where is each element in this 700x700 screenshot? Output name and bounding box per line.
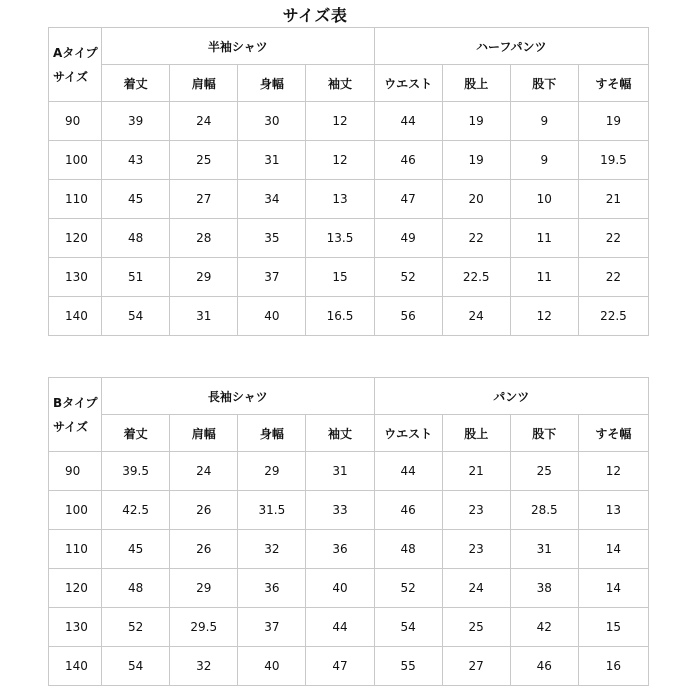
measurement-cell: 51 — [102, 258, 170, 297]
measurement-cell: 29.5 — [170, 608, 238, 647]
table-row — [49, 258, 649, 297]
measurement-cell: 27 — [442, 647, 510, 686]
column-header-row — [49, 65, 649, 102]
column-header: 股下 — [510, 415, 578, 452]
measurement-cell: 24 — [170, 102, 238, 141]
pants-group-header: パンツ — [374, 378, 648, 415]
size-cell: 100 — [49, 491, 102, 530]
measurement-cell: 11 — [510, 219, 578, 258]
size-cell: 90 — [49, 452, 102, 491]
measurement-cell: 22.5 — [578, 297, 648, 336]
measurement-cell: 21 — [578, 180, 648, 219]
measurement-cell: 43 — [102, 141, 170, 180]
measurement-cell: 52 — [374, 569, 442, 608]
measurement-cell: 54 — [102, 297, 170, 336]
measurement-cell: 42.5 — [102, 491, 170, 530]
measurement-cell: 19.5 — [578, 141, 648, 180]
measurement-cell: 16 — [578, 647, 648, 686]
measurement-cell: 32 — [170, 647, 238, 686]
table-row — [49, 530, 649, 569]
pants-group-header: ハーフパンツ — [374, 28, 648, 65]
measurement-cell: 48 — [102, 219, 170, 258]
table-row — [49, 647, 649, 686]
size-cell: 140 — [49, 647, 102, 686]
measurement-cell: 19 — [442, 141, 510, 180]
measurement-cell: 13 — [306, 180, 374, 219]
measurement-cell: 25 — [170, 141, 238, 180]
measurement-cell: 31.5 — [238, 491, 306, 530]
measurement-cell: 42 — [510, 608, 578, 647]
column-header: すそ幅 — [578, 415, 648, 452]
size-cell: 110 — [49, 180, 102, 219]
measurement-cell: 47 — [374, 180, 442, 219]
measurement-cell: 13 — [578, 491, 648, 530]
measurement-cell: 9 — [510, 141, 578, 180]
measurement-cell: 11 — [510, 258, 578, 297]
measurement-cell: 25 — [510, 452, 578, 491]
table-row — [49, 569, 649, 608]
table-row — [49, 452, 649, 491]
measurement-cell: 31 — [170, 297, 238, 336]
measurement-cell: 46 — [510, 647, 578, 686]
measurement-cell: 19 — [578, 102, 648, 141]
measurement-cell: 49 — [374, 219, 442, 258]
size-cell: 90 — [49, 102, 102, 141]
measurement-cell: 19 — [442, 102, 510, 141]
measurement-cell: 9 — [510, 102, 578, 141]
size-label: サイズ — [53, 69, 89, 84]
measurement-cell: 28.5 — [510, 491, 578, 530]
measurement-cell: 12 — [510, 297, 578, 336]
table-row — [49, 297, 649, 336]
column-header: 身幅 — [238, 415, 306, 452]
measurement-cell: 32 — [238, 530, 306, 569]
measurement-cell: 40 — [238, 297, 306, 336]
measurement-cell: 26 — [170, 530, 238, 569]
size-cell: 140 — [49, 297, 102, 336]
measurement-cell: 22 — [578, 219, 648, 258]
table-row — [49, 491, 649, 530]
measurement-cell: 39 — [102, 102, 170, 141]
measurement-cell: 35 — [238, 219, 306, 258]
measurement-cell: 31 — [510, 530, 578, 569]
size-cell: 110 — [49, 530, 102, 569]
measurement-cell: 10 — [510, 180, 578, 219]
measurement-cell: 12 — [578, 452, 648, 491]
column-header: 袖丈 — [306, 65, 374, 102]
shirt-group-header: 長袖シャツ — [102, 378, 374, 415]
column-header: すそ幅 — [578, 65, 648, 102]
measurement-cell: 22.5 — [442, 258, 510, 297]
measurement-cell: 36 — [238, 569, 306, 608]
measurement-cell: 52 — [102, 608, 170, 647]
measurement-cell: 23 — [442, 491, 510, 530]
column-header: 股上 — [442, 415, 510, 452]
measurement-cell: 15 — [578, 608, 648, 647]
measurement-cell: 15 — [306, 258, 374, 297]
column-header: 肩幅 — [170, 65, 238, 102]
measurement-cell: 24 — [170, 452, 238, 491]
measurement-cell: 25 — [442, 608, 510, 647]
column-header: 袖丈 — [306, 415, 374, 452]
column-header: 股上 — [442, 65, 510, 102]
measurement-cell: 40 — [306, 569, 374, 608]
measurement-cell: 45 — [102, 530, 170, 569]
type-label: Aタイプ — [53, 45, 98, 60]
size-cell: 120 — [49, 569, 102, 608]
measurement-cell: 37 — [238, 258, 306, 297]
measurement-cell: 48 — [374, 530, 442, 569]
measurement-cell: 38 — [510, 569, 578, 608]
measurement-cell: 13.5 — [306, 219, 374, 258]
measurement-cell: 46 — [374, 491, 442, 530]
measurement-cell: 29 — [170, 569, 238, 608]
shirt-group-header: 半袖シャツ — [102, 28, 374, 65]
measurement-cell: 34 — [238, 180, 306, 219]
page-title: サイズ表 — [282, 6, 348, 25]
measurement-cell: 56 — [374, 297, 442, 336]
column-header: ウエスト — [374, 65, 442, 102]
measurement-cell: 54 — [374, 608, 442, 647]
measurement-cell: 44 — [306, 608, 374, 647]
measurement-cell: 22 — [578, 258, 648, 297]
measurement-cell: 37 — [238, 608, 306, 647]
measurement-cell: 22 — [442, 219, 510, 258]
group-header-row — [49, 378, 649, 415]
size-table-a — [48, 27, 649, 336]
measurement-cell: 26 — [170, 491, 238, 530]
type-size-header — [49, 378, 102, 452]
measurement-cell: 45 — [102, 180, 170, 219]
measurement-cell: 31 — [306, 452, 374, 491]
measurement-cell: 12 — [306, 141, 374, 180]
measurement-cell: 14 — [578, 530, 648, 569]
group-header-row — [49, 28, 649, 65]
column-header: 肩幅 — [170, 415, 238, 452]
size-table-b — [48, 377, 649, 686]
measurement-cell: 29 — [238, 452, 306, 491]
column-header-row — [49, 415, 649, 452]
measurement-cell: 27 — [170, 180, 238, 219]
measurement-cell: 23 — [442, 530, 510, 569]
measurement-cell: 44 — [374, 102, 442, 141]
measurement-cell: 33 — [306, 491, 374, 530]
measurement-cell: 54 — [102, 647, 170, 686]
type-label: Bタイプ — [53, 395, 98, 410]
measurement-cell: 14 — [578, 569, 648, 608]
measurement-cell: 46 — [374, 141, 442, 180]
type-size-header — [49, 28, 102, 102]
table-row — [49, 102, 649, 141]
size-cell: 100 — [49, 141, 102, 180]
measurement-cell: 44 — [374, 452, 442, 491]
table-row — [49, 141, 649, 180]
measurement-cell: 24 — [442, 297, 510, 336]
column-header: 着丈 — [102, 415, 170, 452]
size-cell: 130 — [49, 608, 102, 647]
column-header: 身幅 — [238, 65, 306, 102]
measurement-cell: 28 — [170, 219, 238, 258]
measurement-cell: 31 — [238, 141, 306, 180]
measurement-cell: 47 — [306, 647, 374, 686]
measurement-cell: 36 — [306, 530, 374, 569]
measurement-cell: 55 — [374, 647, 442, 686]
measurement-cell: 24 — [442, 569, 510, 608]
measurement-cell: 16.5 — [306, 297, 374, 336]
table-row — [49, 608, 649, 647]
measurement-cell: 20 — [442, 180, 510, 219]
column-header: 着丈 — [102, 65, 170, 102]
measurement-cell: 52 — [374, 258, 442, 297]
column-header: 股下 — [510, 65, 578, 102]
measurement-cell: 21 — [442, 452, 510, 491]
measurement-cell: 12 — [306, 102, 374, 141]
size-label: サイズ — [53, 419, 89, 434]
measurement-cell: 48 — [102, 569, 170, 608]
measurement-cell: 39.5 — [102, 452, 170, 491]
measurement-cell: 29 — [170, 258, 238, 297]
measurement-cell: 30 — [238, 102, 306, 141]
table-row — [49, 180, 649, 219]
table-row — [49, 219, 649, 258]
size-cell: 130 — [49, 258, 102, 297]
column-header: ウエスト — [374, 415, 442, 452]
measurement-cell: 40 — [238, 647, 306, 686]
size-cell: 120 — [49, 219, 102, 258]
